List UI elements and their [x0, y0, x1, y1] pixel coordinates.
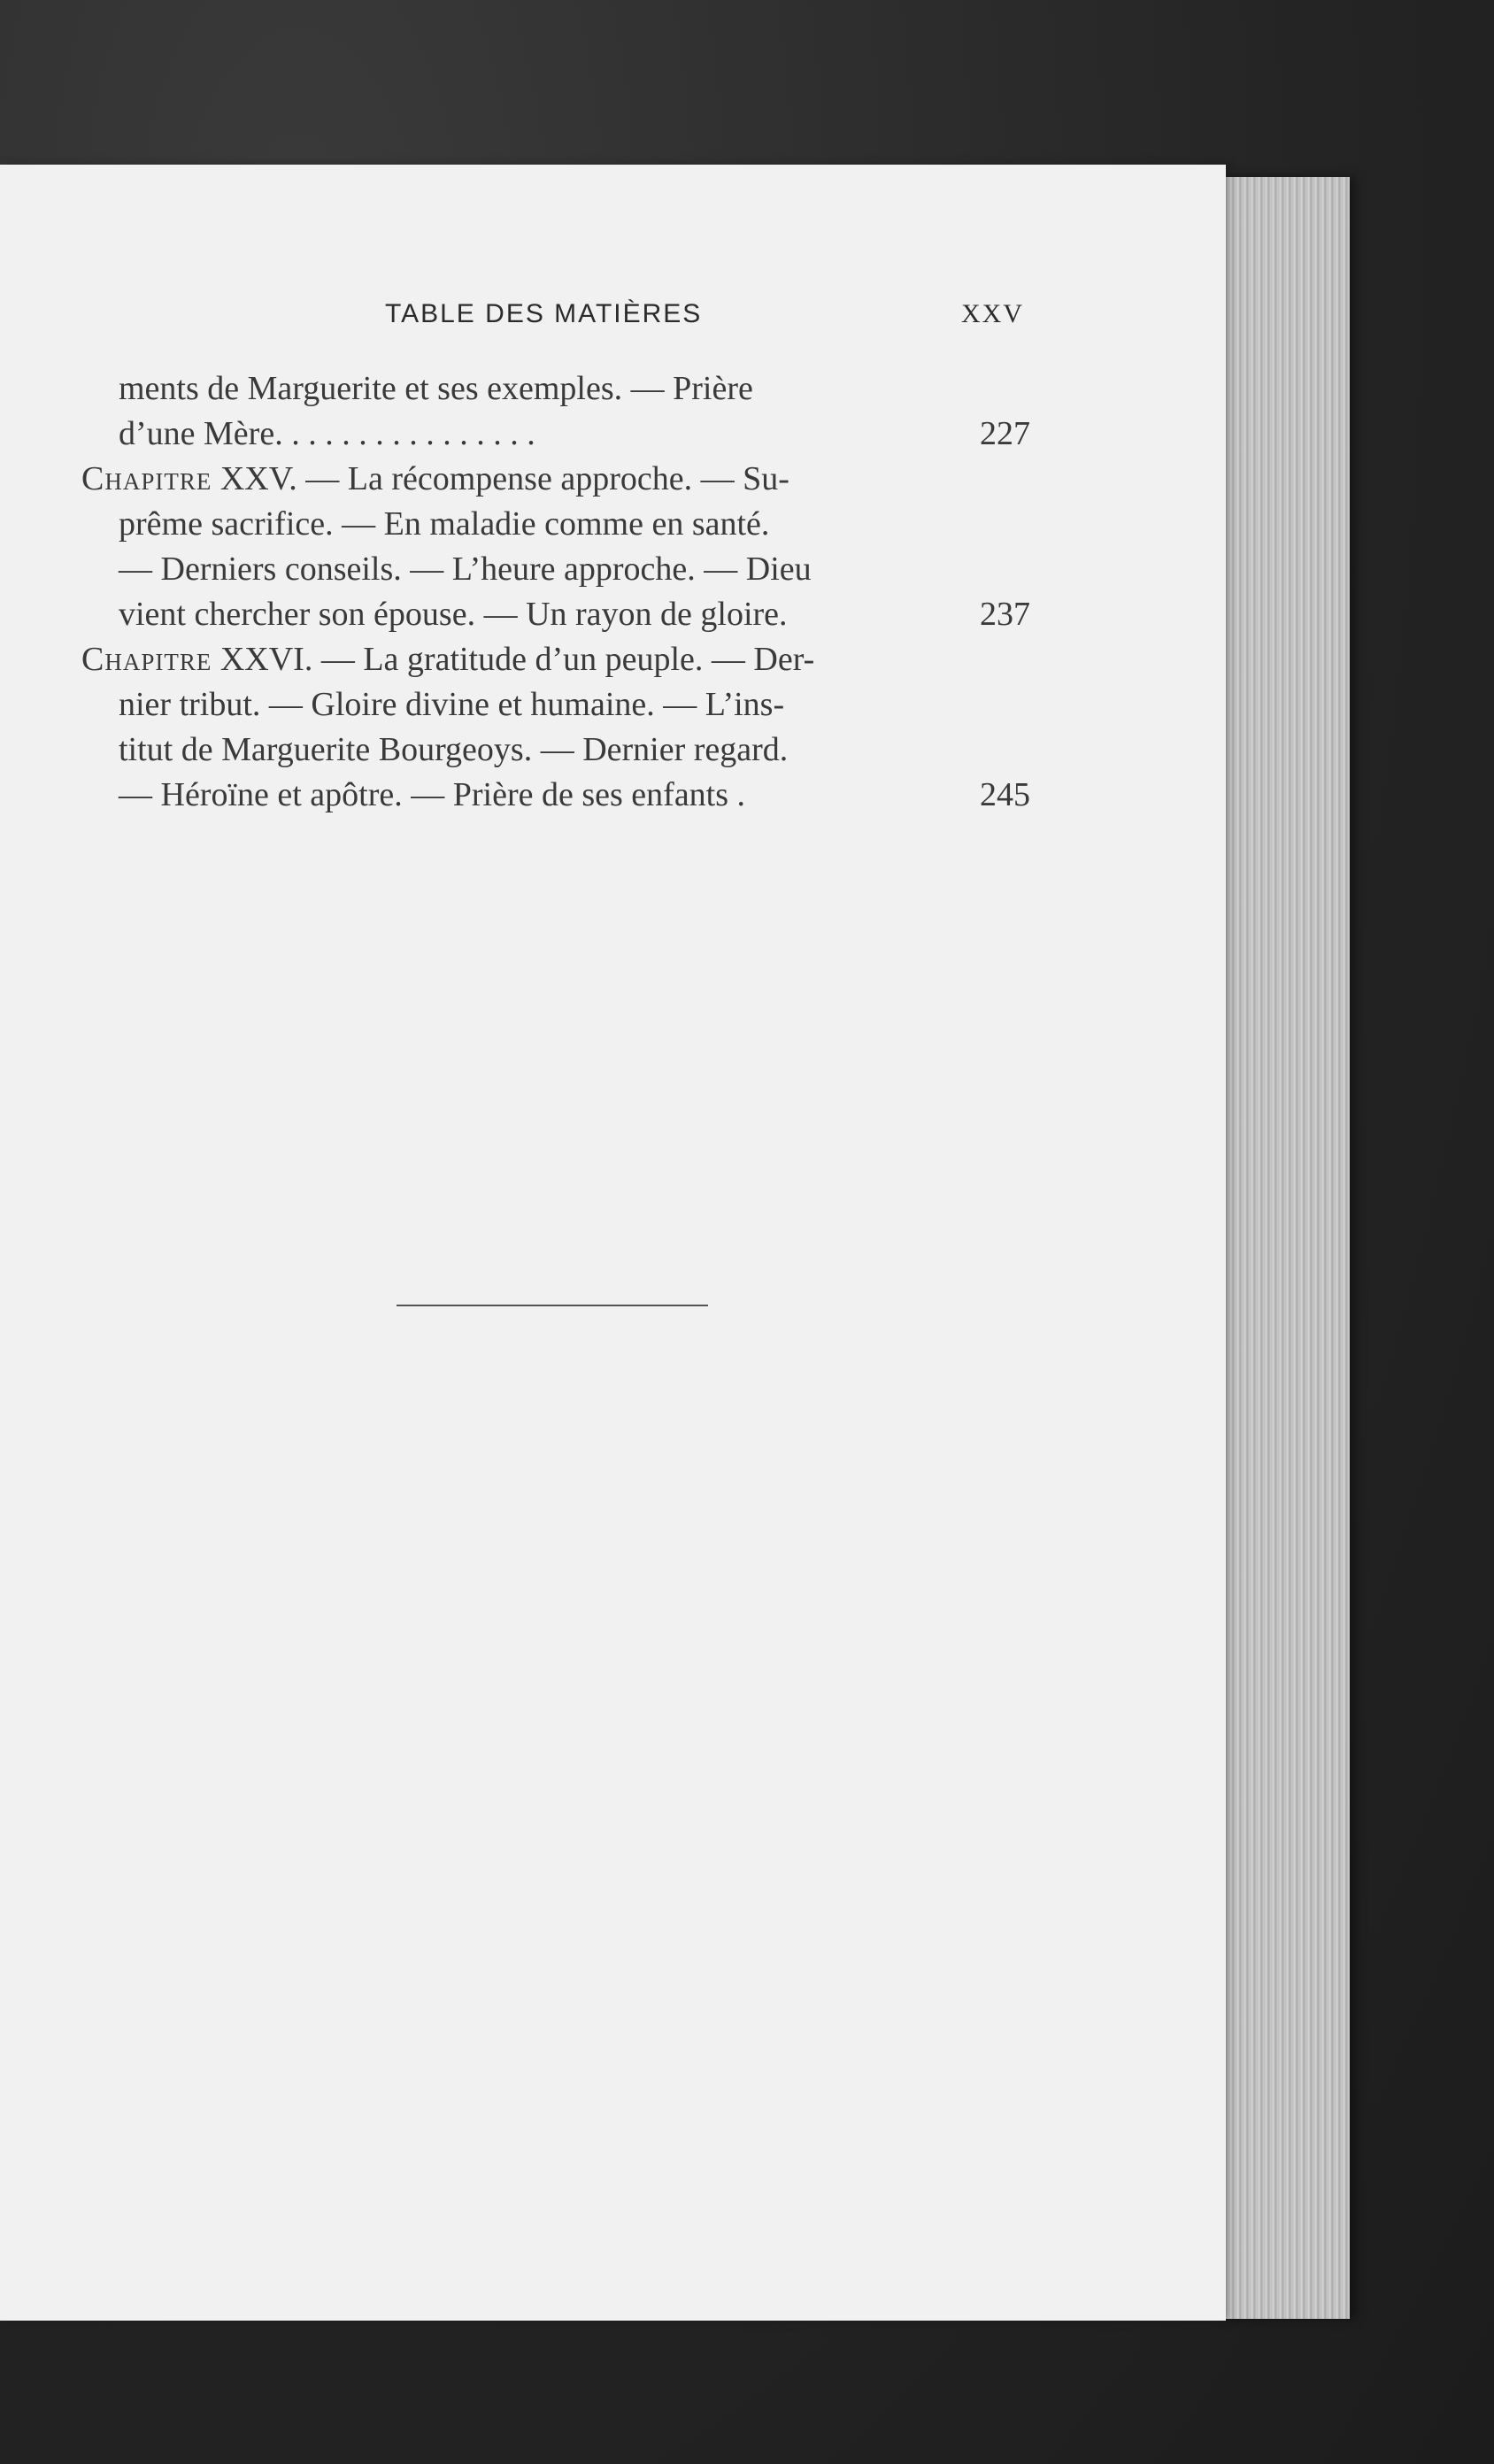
toc-line-page: 245	[980, 776, 1030, 813]
toc-line-page: 237	[980, 596, 1030, 633]
toc-line-page: 227	[980, 415, 1030, 452]
toc-line	[81, 682, 1030, 728]
toc-line-text	[81, 637, 814, 682]
running-header-page-number: XXV	[961, 299, 1024, 328]
toc-chapter-line	[81, 457, 1030, 502]
chapter-heading-text: XXV. — La récompense approche. — Su-	[212, 460, 789, 497]
toc-line-text: ments de Marguerite et ses exemples. — Prière	[119, 370, 753, 407]
toc-line-text: titut de Marguerite Bourgeoys. — Dernier regard.	[119, 731, 789, 768]
chapter-prefix: Chapitre	[81, 641, 212, 678]
chapter-heading-text: XXVI. — La gratitude d’un peuple. — Der-	[212, 641, 815, 678]
toc-line-text: — Derniers conseils. — L’heure approche. — Dieu	[119, 551, 812, 588]
toc-line	[81, 547, 1030, 592]
toc-line	[81, 728, 1030, 773]
toc-chapter-line	[81, 637, 1030, 682]
toc-line-text: d’une Mère. . . . . . . . . . . . . . . .	[119, 415, 535, 452]
toc-line	[81, 773, 1030, 818]
toc-line-text: — Héroïne et apôtre. — Prière de ses enfants .	[119, 776, 746, 813]
toc-line	[81, 592, 1030, 637]
toc-line	[81, 366, 1030, 412]
toc-line	[81, 412, 1030, 457]
chapter-prefix: Chapitre	[81, 460, 212, 497]
toc-line-text: vient chercher son épouse. — Un rayon de gloire.	[119, 596, 788, 633]
toc-line-text	[81, 457, 789, 502]
end-rule-divider	[397, 1305, 708, 1306]
toc-line	[81, 502, 1030, 547]
running-header-title: TABLE DES MATIÈRES	[385, 299, 703, 328]
toc-line-text: nier tribut. — Gloire divine et humaine. — L’ins-	[119, 686, 785, 723]
toc-line-text: prême sacrifice. — En maladie comme en santé.	[119, 505, 770, 543]
table-of-contents	[81, 366, 1030, 818]
book-page-edges	[1221, 177, 1350, 2319]
